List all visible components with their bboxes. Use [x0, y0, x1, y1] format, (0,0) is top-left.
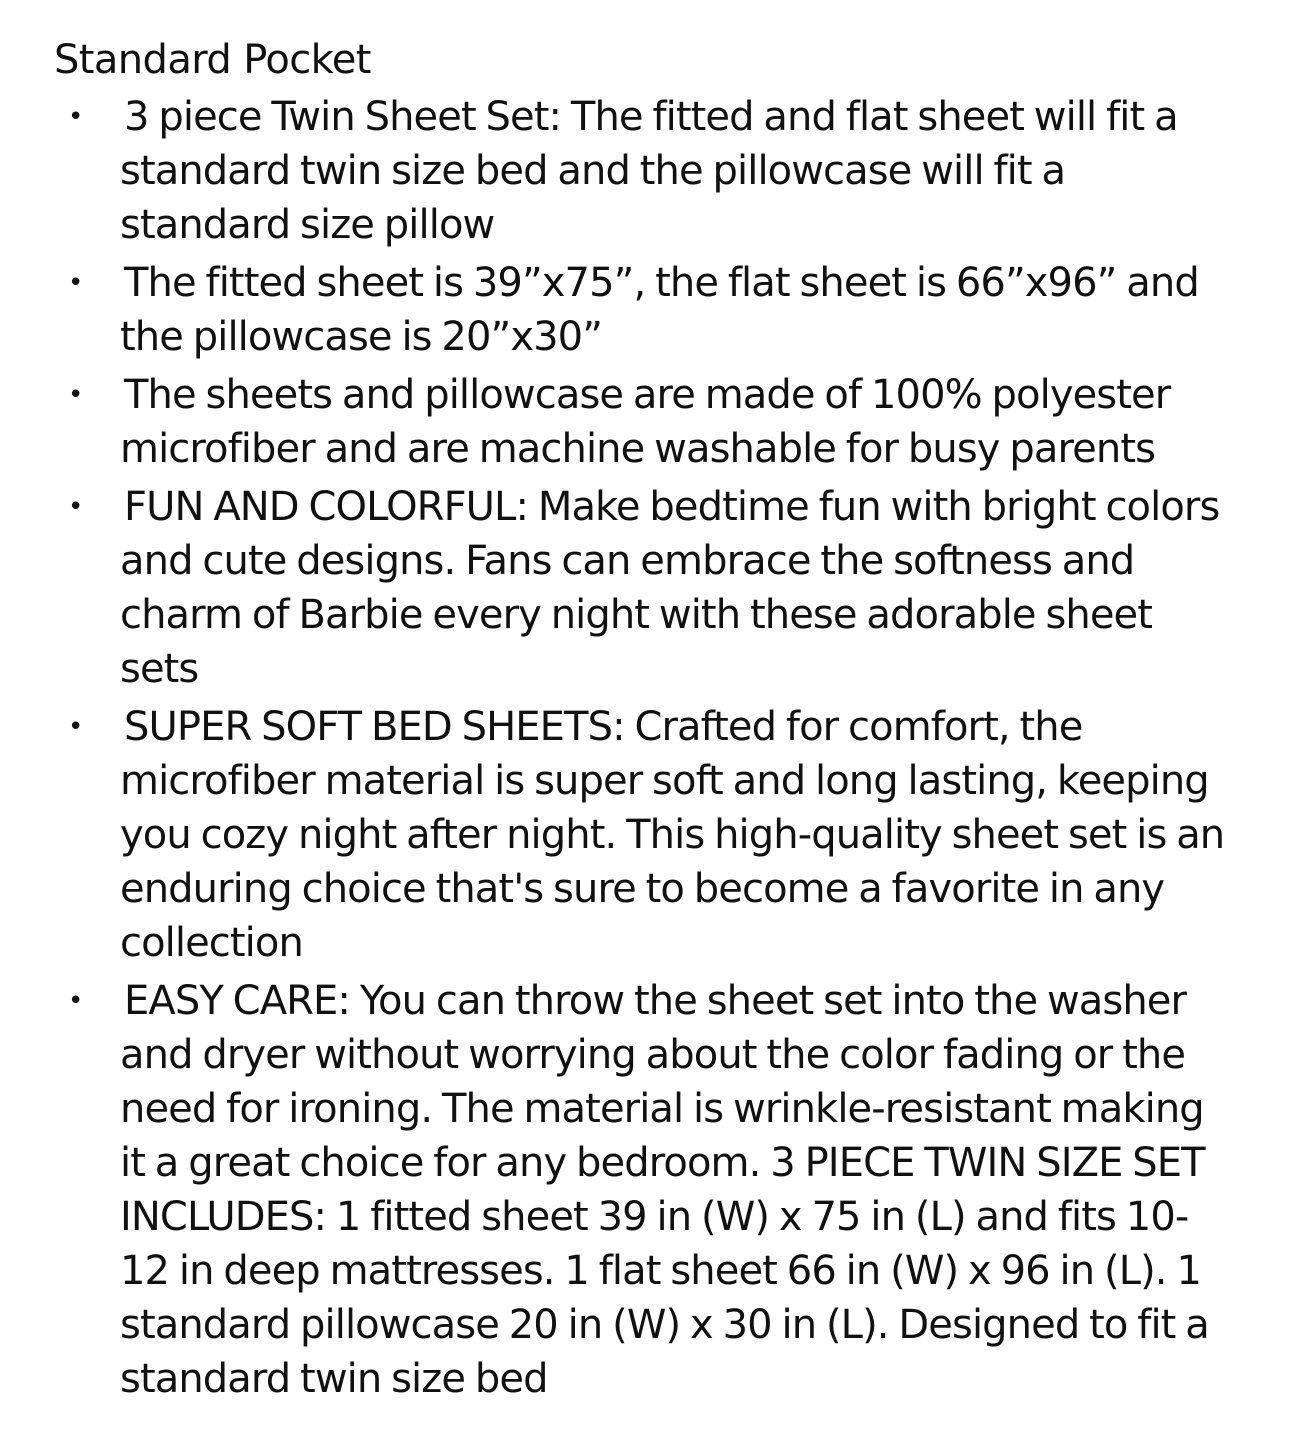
- bullet-icon: •: [68, 712, 84, 742]
- feature-item: [0, 90, 1230, 252]
- feature-text: FUN AND COLORFUL: Make bedtime fun with bright colors and cute designs. Fans can embrace the softness and charm of Barbie every night with these adorable sheet sets: [120, 484, 1220, 692]
- bullet-icon: •: [68, 492, 84, 522]
- feature-text: SUPER SOFT BED SHEETS: Crafted for comfort, the microfiber material is super soft and long lasting, keeping you cozy night after night. This high-quality sheet set is an enduring choice that's sure to become a favorite in any collection: [120, 704, 1225, 966]
- feature-item: [0, 368, 1230, 476]
- feature-item: [0, 700, 1230, 970]
- feature-text: The sheets and pillowcase are made of 100% polyester microfiber and are machine washable for busy parents: [120, 372, 1171, 472]
- bullet-icon: •: [68, 986, 84, 1016]
- feature-item: [0, 256, 1230, 364]
- feature-item: [0, 480, 1230, 696]
- feature-item: [0, 974, 1230, 1406]
- bullet-icon: •: [68, 380, 84, 410]
- feature-list: [0, 90, 1294, 1410]
- feature-text: EASY CARE: You can throw the sheet set into the washer and dryer without worrying about the color fading or the need for ironing. The material is wrinkle-resistant making it a great choice for any bedroom. 3 PIECE TWIN SIZE SET INCLUDES: 1 fitted sheet 39 in (W) x 75 in (L) and fits 10-12 in deep mattresses. 1 flat sheet 66 in (W) x 96 in (L). 1 standard pillowcase 20 in (W) x 30 in (L). Designed to fit a standard twin size bed: [120, 978, 1209, 1402]
- section-heading: Standard Pocket: [54, 37, 371, 83]
- feature-text: The fitted sheet is 39”x75”, the flat sheet is 66”x96” and the pillowcase is 20”x30”: [120, 260, 1199, 360]
- bullet-icon: •: [68, 268, 84, 298]
- bullet-icon: •: [68, 102, 84, 132]
- feature-text: 3 piece Twin Sheet Set: The fitted and flat sheet will fit a standard twin size bed and the pillowcase will fit a standard size pillow: [120, 94, 1178, 248]
